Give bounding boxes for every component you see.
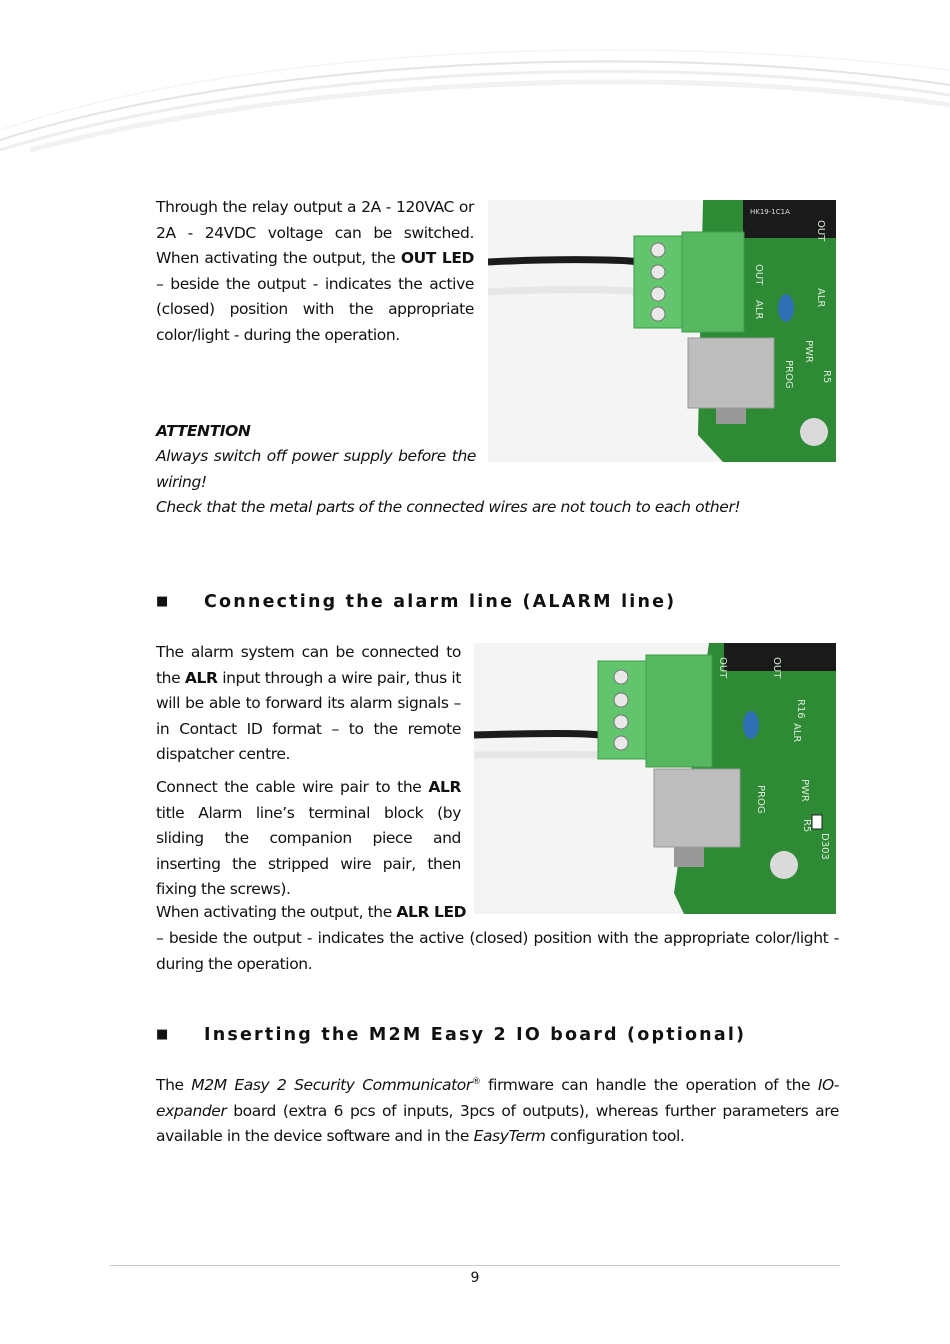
heading1-bullet: ■ (156, 594, 169, 609)
out-led-bold: OUT LED (400, 249, 474, 268)
heading2-bullet: ■ (156, 1027, 169, 1042)
alarm-terminal-illustration (474, 643, 836, 914)
alr-led-lead-line (156, 900, 466, 926)
photo2-r16-label: R16 (795, 699, 806, 719)
io-text-1: The (156, 1076, 192, 1094)
footer-divider (110, 1265, 840, 1266)
attention-line-1: Always switch off power supply before the wiring! (156, 447, 476, 491)
photo2-r5-label: R5 (801, 819, 812, 833)
alarm-system-paragraph (156, 640, 461, 768)
alr-led-rest-paragraph: – beside the output - indicates the active (closed) position with the appropriate color/light - during the operation. (156, 929, 839, 973)
io-expander-italic: IO-expander (156, 1076, 839, 1120)
photo2-d303-label: D303 (819, 833, 830, 860)
relay-text-1: Through the relay output a 2A - 120VAC or 2A - 24VDC voltage can be switched. When activating the output, the (156, 198, 474, 268)
heading2-text: Inserting the M2M Easy 2 IO board (optional) (204, 1025, 747, 1045)
photo1-prog-label: PROG (783, 360, 794, 389)
alarm-text-2: input through a wire pair, thus it will be able to forward its alarm signals – in Contact ID format – to the remote dispatcher centre. (156, 668, 461, 764)
alr-bold-2: ALR (428, 778, 461, 796)
registered-mark: ® (471, 1076, 481, 1087)
photo1-relay-label: HK19-1C1A (750, 208, 790, 216)
easyterm-italic: EasyTerm (473, 1127, 546, 1146)
photo1-pwr-label: PWR (803, 340, 814, 363)
relay-text-2: – beside the output - indicates the active (closed) position with the appropriate color/light - during the operation. (156, 274, 474, 344)
photo1-out-label: OUT (753, 264, 764, 286)
heading-connecting-alarm-line (156, 592, 676, 612)
connect-text-1: Connect the cable wire pair to the (156, 778, 429, 796)
relay-output-paragraph (156, 195, 474, 349)
photo1-r5-label: R5 (821, 370, 832, 384)
alr-led-lead: When activating the output, the (156, 903, 397, 921)
io-text-2: firmware can handle the operation of the (480, 1076, 818, 1094)
alr-bold-1: ALR (184, 668, 218, 687)
photo2-alr-label: ALR (791, 723, 802, 743)
product-name-italic: M2M Easy 2 Security Communicator (191, 1076, 472, 1094)
attention-title: ATTENTION (156, 422, 251, 440)
alarm-text-1: The alarm system can be connected to the (156, 643, 461, 687)
relay-terminal-photo (488, 200, 836, 462)
photo2-out-label: OUT (717, 657, 728, 679)
alarm-terminal-photo (474, 643, 836, 914)
photo1-out2-label: OUT (815, 220, 826, 242)
attention-line-2: Check that the metal parts of the connected wires are not touch to each other! (156, 498, 741, 516)
header-swoosh-decoration (0, 0, 950, 170)
io-text-3: board (extra 6 pcs of inputs, 3pcs of outputs), whereas further parameters are available in the device software and in the (156, 1101, 839, 1146)
photo1-alr-label: ALR (753, 300, 764, 320)
heading1-text: Connecting the alarm line (ALARM line) (204, 592, 677, 612)
relay-terminal-illustration (488, 200, 836, 462)
photo2-prog-label: PROG (755, 785, 766, 814)
io-expander-paragraph (156, 1073, 839, 1150)
heading-inserting-io-board (156, 1025, 746, 1045)
connect-text-2: title Alarm line’s terminal block (by sliding the companion piece and inserting the stripped wire pair, then fixing the screws). (156, 803, 461, 899)
io-text-4: configuration tool. (545, 1127, 685, 1146)
photo2-pwr-label: PWR (799, 779, 810, 802)
page-number: 9 (470, 1270, 480, 1286)
photo2-out2-label: OUT (771, 657, 782, 679)
connect-cable-paragraph (156, 775, 461, 903)
photo1-alr2-label: ALR (815, 288, 826, 308)
alr-led-bold: ALR LED (396, 903, 467, 921)
